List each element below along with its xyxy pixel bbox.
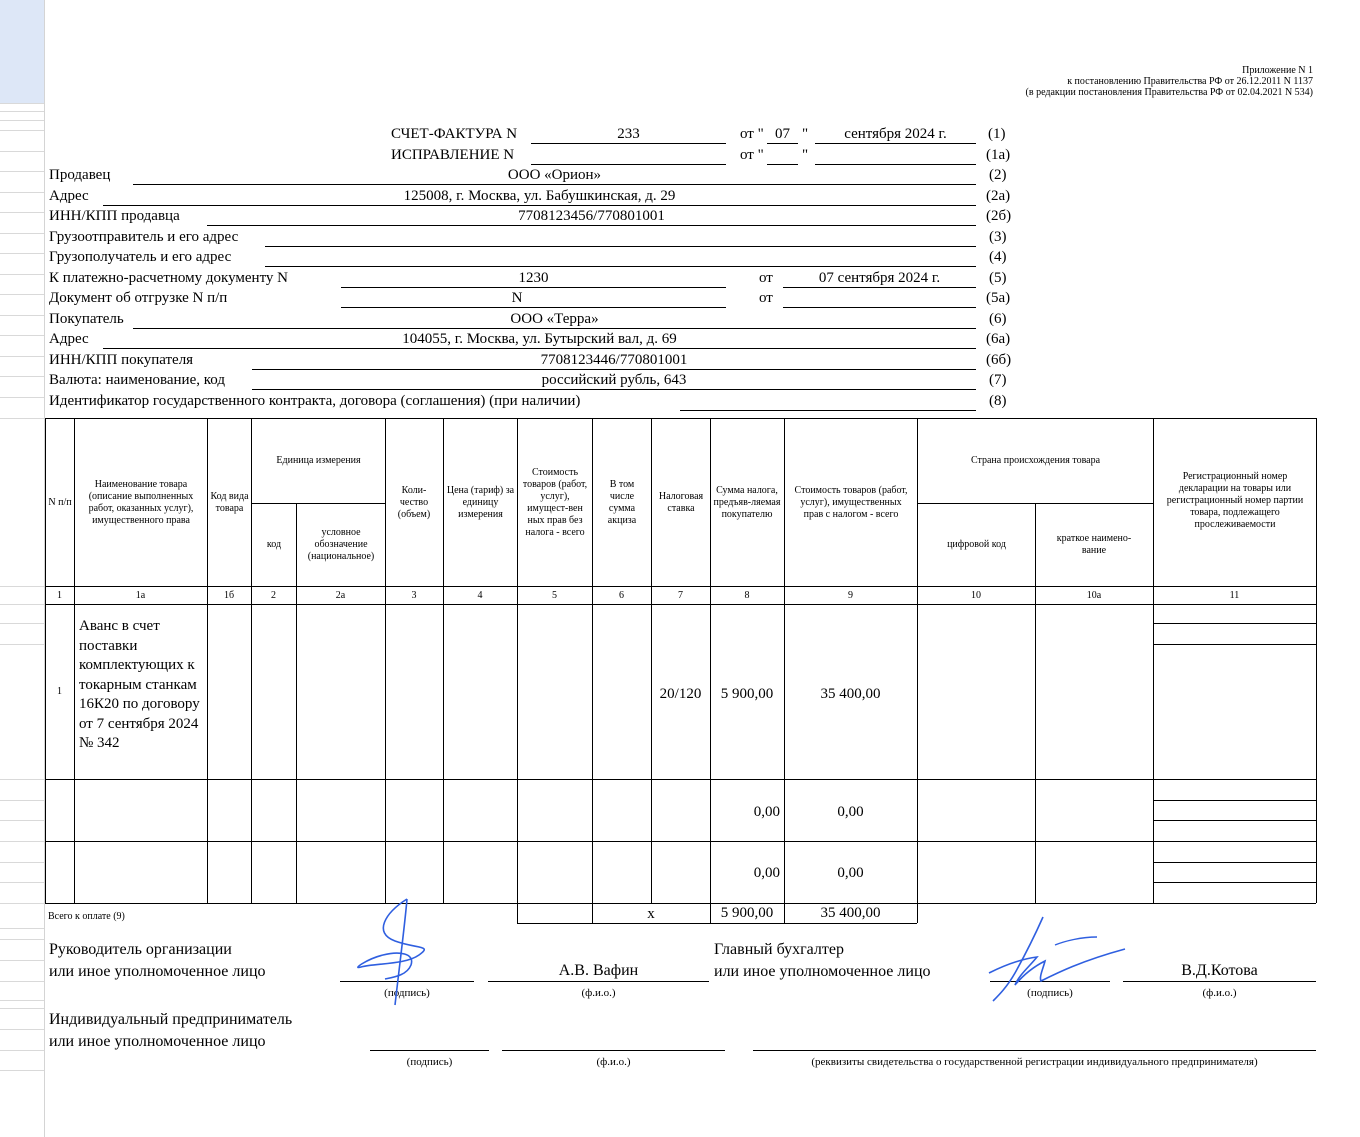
code-5a: (5а) [986, 290, 1011, 306]
colnum: 8 [744, 590, 750, 601]
invoice-number: 233 [617, 126, 640, 142]
colnum: 3 [411, 590, 417, 601]
seller-inn-label: ИНН/КПП продавца [49, 208, 180, 224]
accountant-sign-caption: (подпись) [1027, 987, 1073, 999]
appendix-note [1026, 65, 1313, 98]
seller-value: ООО «Орион» [507, 167, 602, 183]
code-1a: (1а) [986, 147, 1011, 163]
head-name-caption: (ф.и.о.) [581, 987, 616, 999]
colnum: 2а [335, 590, 346, 601]
seller-address-value: 125008, г. Москва, ул. Бабушкинская, д. 29 [403, 188, 676, 204]
colnum: 7 [678, 590, 683, 601]
th-cost-no-tax: Стоимость товаров (работ, услуг), имущест-вен ных прав без налога - всего [522, 466, 588, 538]
code-7: (7) [989, 372, 1007, 388]
payment-doc-date: 07 сентября 2024 г. [818, 270, 941, 286]
invoice-day: 07 [775, 126, 790, 142]
appendix-line-2: к постановлению Правительства РФ от 26.12.2011 N 1137 [1067, 76, 1313, 87]
row-cost-total: 0,00 [837, 804, 864, 820]
accountant-name: В.Д.Котова [1181, 962, 1258, 979]
head-title-line1: Руководитель организации [49, 941, 232, 958]
colnum: 9 [848, 590, 853, 601]
head-name: А.В. Вафин [558, 962, 639, 979]
total-excise: х [647, 906, 655, 922]
row-tax-sum: 5 900,00 [720, 686, 774, 702]
row-tax-sum: 0,00 [753, 804, 780, 820]
code-6: (6) [989, 311, 1007, 327]
total-label: Всего к оплате (9) [48, 911, 125, 922]
payment-doc-number: 1230 [518, 270, 549, 286]
code-2a: (2а) [986, 188, 1011, 204]
buyer-label: Покупатель [49, 311, 124, 327]
th-reg-number: Регистрационный номер декларации на товары или регистрационный номер партии товара, подлежащего прослеживаемости [1166, 471, 1304, 530]
currency-label: Валюта: наименование, код [49, 372, 225, 388]
th-country-name: краткое наимено-вание [1056, 533, 1132, 556]
colnum: 10а [1086, 590, 1102, 601]
seller-label: Продавец [49, 167, 111, 183]
th-country-code: цифровой код [947, 539, 1006, 550]
shipment-doc-number: N [511, 290, 523, 306]
seller-inn-value: 7708123456/770801001 [518, 208, 665, 224]
shipper-label: Грузоотправитель и его адрес [49, 229, 239, 245]
seller-address-label: Адрес [49, 188, 89, 204]
row-cost-total: 35 400,00 [820, 686, 881, 702]
accountant-name-caption: (ф.и.о.) [1202, 987, 1237, 999]
invoice-title-label: СЧЕТ-ФАКТУРА N [391, 126, 518, 142]
consignee-label: Грузополучатель и его адрес [49, 249, 232, 265]
colnum: 10 [971, 590, 981, 601]
th-unit-code: код [266, 539, 282, 550]
th-unit-symbol: условное обозначение (национальное) [307, 527, 375, 562]
colnum: 6 [619, 590, 624, 601]
code-3: (3) [989, 229, 1007, 245]
th-cost-total: Стоимость товаров (работ, услуг), имущественных прав с налогом - всего [794, 484, 908, 520]
buyer-value: ООО «Терра» [510, 311, 599, 327]
code-6b: (6б) [986, 352, 1012, 368]
colnum: 1б [223, 590, 235, 601]
correction-quote: " [802, 147, 809, 163]
accountant-title-line2: или иное уполномоченное лицо [714, 963, 931, 980]
sheet-row-gutter [0, 0, 45, 1137]
th-rate: Налоговая ставка [658, 490, 704, 514]
row-rate: 20/120 [659, 686, 702, 702]
currency-value: российский рубль, 643 [541, 372, 687, 388]
th-excise: В том числе сумма акциза [607, 478, 637, 526]
th-price: Цена (тариф) за единицу измерения [446, 484, 515, 520]
ip-name-caption: (ф.и.о.) [596, 1056, 631, 1068]
correction-label: ИСПРАВЛЕНИЕ N [391, 147, 515, 163]
appendix-line-1: Приложение N 1 [1242, 65, 1313, 76]
contract-id-label: Идентификатор государственного контракта, договора (соглашения) (при наличии) [49, 393, 581, 409]
shipment-doc-from: от [759, 290, 773, 306]
th-n: N п/п [48, 496, 72, 508]
colnum: 1 [57, 590, 62, 601]
shipment-doc-label: Документ об отгрузке N п/п [49, 290, 228, 306]
buyer-address-value: 104055, г. Москва, ул. Бутырский вал, д. 69 [402, 331, 677, 347]
accountant-title-line1: Главный бухгалтер [714, 941, 844, 958]
th-name: Наименование товара (описание выполненных работ, оказанных услуг), имущественного права [88, 478, 194, 526]
th-qty: Коли-чество (объем) [397, 484, 431, 520]
buyer-address-label: Адрес [49, 331, 89, 347]
code-6a: (6а) [986, 331, 1011, 347]
invoice-month-year: сентября 2024 г. [844, 126, 947, 142]
ip-requisites-caption: (реквизиты свидетельства о государственной регистрации индивидуального предпринимателя) [811, 1056, 1258, 1068]
code-8: (8) [989, 393, 1007, 409]
appendix-line-3: (в редакции постановления Правительства РФ от 02.04.2021 N 534) [1025, 87, 1313, 98]
invoice-date-prefix: от " [740, 126, 764, 142]
correction-date-prefix: от " [740, 147, 764, 163]
code-2: (2) [989, 167, 1007, 183]
ip-title-line2: или иное уполномоченное лицо [49, 1033, 266, 1050]
colnum: 5 [552, 590, 557, 601]
th-kind-code: Код вида товара [210, 490, 249, 514]
total-tax-sum: 5 900,00 [720, 905, 774, 921]
code-4: (4) [989, 249, 1007, 265]
selected-row-header[interactable] [0, 0, 44, 103]
ip-sign-caption: (подпись) [406, 1056, 453, 1068]
head-sign-caption: (подпись) [384, 987, 430, 999]
code-1: (1) [988, 126, 1006, 142]
colnum: 4 [477, 590, 483, 601]
th-tax-sum: Сумма налога, предъяв-ляемая покупателю [713, 484, 781, 520]
colnum: 11 [1229, 590, 1240, 601]
invoice-quote-close: " [802, 126, 809, 142]
code-2b: (2б) [986, 208, 1012, 224]
buyer-inn-label: ИНН/КПП покупателя [49, 352, 194, 368]
row-number: 1 [57, 686, 62, 697]
accountant-signature-image [985, 915, 1135, 1005]
total-cost-total: 35 400,00 [820, 905, 881, 921]
code-5: (5) [989, 270, 1007, 286]
row-cost-total: 0,00 [837, 865, 864, 881]
payment-doc-from: от [759, 270, 773, 286]
th-unit: Единица измерения [276, 455, 361, 466]
colnum: 2 [271, 590, 276, 601]
head-signature-image [355, 893, 445, 1011]
row-tax-sum: 0,00 [753, 865, 780, 881]
row-name: Аванс в счет поставки комплектующих к токарным станкам 16К20 по договору от 7 сентября 2024 № 342 [79, 618, 200, 751]
head-title-line2: или иное уполномоченное лицо [49, 963, 266, 980]
buyer-inn-value: 7708123446/770801001 [540, 352, 688, 368]
th-country: Страна происхождения товара [970, 455, 1101, 466]
ip-title-line1: Индивидуальный предприниматель [49, 1011, 293, 1028]
colnum: 1а [135, 590, 146, 601]
payment-doc-label: К платежно-расчетному документу N [49, 270, 289, 286]
